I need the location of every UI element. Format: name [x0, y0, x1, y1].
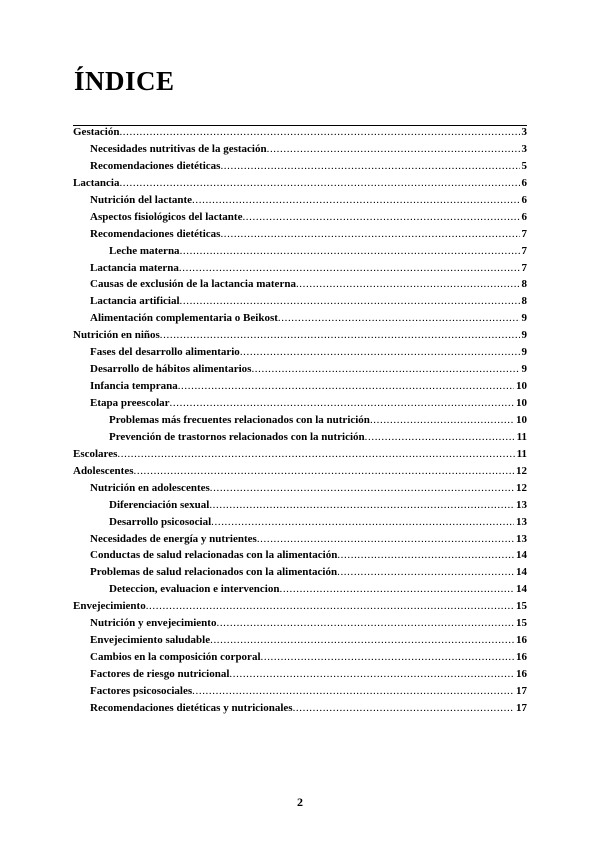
toc-entry-page: 16 [516, 651, 527, 664]
toc-entry-title: Recomendaciones dietéticas [90, 227, 221, 240]
toc-entry-page: 7 [521, 261, 527, 274]
toc-dot-leader [251, 363, 519, 375]
toc-dot-leader [192, 685, 514, 697]
toc-dot-leader [134, 465, 515, 477]
page-number: 2 [297, 795, 303, 809]
toc-dot-leader [119, 177, 519, 189]
toc-entry-page: 6 [521, 176, 527, 189]
toc-entry[interactable] [73, 668, 527, 685]
toc-entry-page: 5 [521, 159, 527, 172]
toc-entry-page: 8 [521, 295, 527, 308]
toc-entry-title: Nutrición y envejecimiento [90, 617, 217, 630]
toc-entry-page: 10 [516, 413, 527, 426]
toc-entry-page: 13 [516, 498, 527, 511]
toc-entry-title: Diferenciación sexual [109, 498, 210, 511]
toc-entry-page: 9 [521, 312, 527, 325]
toc-dot-leader [337, 549, 514, 561]
toc-entry[interactable] [73, 397, 527, 414]
toc-dot-leader [261, 651, 515, 663]
toc-entry[interactable] [73, 685, 527, 702]
toc-dot-leader [216, 617, 514, 629]
toc-entry[interactable] [73, 177, 527, 194]
toc-entry[interactable] [73, 380, 527, 397]
toc-dot-leader [293, 702, 514, 714]
table-of-contents [73, 121, 527, 719]
toc-entry-title: Recomendaciones dietéticas y nutricionales [90, 701, 293, 714]
toc-dot-leader [210, 482, 514, 494]
toc-entry-page: 9 [521, 329, 527, 342]
toc-entry[interactable] [73, 312, 527, 329]
toc-entry[interactable] [73, 245, 527, 262]
toc-entry-title: Lactancia [73, 176, 120, 189]
toc-entry-page: 3 [521, 142, 527, 155]
toc-entry-title: Conductas de salud relacionadas con la alimentación [90, 549, 338, 562]
toc-entry-title: Desarrollo de hábitos alimentarios [90, 363, 252, 376]
toc-entry[interactable] [73, 702, 527, 719]
toc-entry[interactable] [73, 549, 527, 566]
toc-entry[interactable] [73, 211, 527, 228]
toc-entry[interactable] [73, 431, 527, 448]
toc-entry[interactable] [73, 634, 527, 651]
toc-entry[interactable] [73, 262, 527, 279]
toc-dot-leader [117, 448, 514, 460]
toc-entry-page: 13 [516, 532, 527, 545]
toc-entry[interactable] [73, 414, 527, 431]
toc-dot-leader [180, 245, 520, 257]
toc-entry[interactable] [73, 295, 527, 312]
toc-entry-title: Aspectos fisiológicos del lactante [90, 210, 243, 223]
toc-entry-page: 3 [521, 126, 527, 138]
toc-dot-leader [257, 533, 514, 545]
toc-dot-leader [210, 634, 514, 646]
toc-entry-page: 14 [516, 566, 527, 579]
toc-entry-title: Envejecimiento [73, 600, 146, 613]
toc-entry-page: 15 [516, 617, 527, 630]
toc-dot-leader [278, 312, 520, 324]
toc-dot-leader [170, 397, 514, 409]
toc-entry-title: Gestación [73, 126, 120, 138]
toc-entry-page: 14 [516, 549, 527, 562]
toc-entry-page: 7 [521, 227, 527, 240]
toc-dot-leader [279, 583, 514, 595]
toc-entry[interactable] [73, 465, 527, 482]
toc-entry-title: Causas de exclusión de la lactancia materna [90, 278, 296, 291]
toc-entry-title: Lactancia artificial [90, 295, 180, 308]
toc-entry-page: 16 [516, 634, 527, 647]
toc-entry[interactable] [73, 346, 527, 363]
toc-entry-title: Desarrollo psicosocial [109, 515, 212, 528]
toc-dot-leader [178, 380, 514, 392]
toc-entry-page: 14 [516, 583, 527, 596]
toc-entry[interactable] [73, 617, 527, 634]
toc-entry-title: Alimentación complementaria o Beikost [90, 312, 278, 325]
toc-entry-title: Factores de riesgo nutricional [90, 668, 230, 680]
toc-entry-page: 15 [516, 600, 527, 613]
toc-entry[interactable] [73, 228, 527, 245]
toc-entry-page: 7 [521, 244, 527, 257]
toc-dot-leader [240, 346, 520, 358]
toc-entry-page: 12 [516, 481, 527, 494]
toc-dot-leader [179, 262, 520, 274]
toc-entry[interactable] [73, 278, 527, 295]
toc-entry-title: Etapa preescolar [90, 397, 170, 409]
toc-entry-title: Recomendaciones dietéticas [90, 159, 221, 172]
toc-entry-page: 17 [516, 684, 527, 697]
toc-entry[interactable] [73, 125, 527, 143]
toc-entry-page: 9 [521, 346, 527, 359]
toc-entry-title: Nutrición en adolescentes [90, 481, 210, 494]
toc-dot-leader [211, 516, 514, 528]
toc-entry-title: Cambios en la composición corporal [90, 651, 261, 664]
toc-entry-title: Problemas de salud relacionados con la alimentación [90, 566, 338, 579]
toc-dot-leader [180, 295, 520, 307]
toc-entry-title: Problemas más frecuentes relacionados con la nutrición [109, 413, 370, 426]
toc-entry-page: 8 [521, 278, 527, 291]
toc-entry-page: 9 [521, 363, 527, 376]
toc-dot-leader [267, 143, 520, 155]
toc-dot-leader [192, 194, 519, 206]
toc-entry-page: 13 [516, 515, 527, 528]
toc-dot-leader [337, 566, 514, 578]
toc-entry-page: 10 [516, 380, 527, 393]
toc-entry-page: 16 [516, 668, 527, 680]
toc-entry[interactable] [73, 448, 527, 465]
toc-entry-page: 17 [516, 701, 527, 714]
toc-entry-title: Prevención de trastornos relacionados con la nutrición [109, 430, 365, 443]
toc-entry[interactable] [73, 600, 527, 617]
toc-entry-title: Lactancia materna [90, 261, 179, 274]
toc-entry-title: Fases del desarrollo alimentario [90, 346, 240, 359]
toc-entry-title: Leche materna [109, 244, 180, 257]
toc-entry[interactable] [73, 583, 527, 600]
toc-entry-page: 11 [516, 430, 527, 443]
toc-entry-title: Deteccion, evaluacion e intervencion [109, 583, 280, 596]
toc-entry-title: Necesidades de energía y nutrientes [90, 532, 257, 545]
page-title: ÍNDICE [74, 66, 175, 96]
toc-dot-leader [146, 600, 514, 612]
toc-entry[interactable] [73, 363, 527, 380]
toc-entry-page: 10 [516, 397, 527, 409]
toc-dot-leader [242, 211, 519, 223]
toc-entry-page: 6 [521, 210, 527, 223]
toc-entry-title: Escolares [73, 447, 118, 460]
toc-entry[interactable] [73, 482, 527, 499]
toc-entry[interactable] [73, 499, 527, 516]
toc-dot-leader [370, 414, 514, 426]
toc-entry-title: Infancia temprana [90, 380, 178, 393]
toc-entry[interactable] [73, 533, 527, 550]
toc-entry[interactable] [73, 566, 527, 583]
toc-dot-leader [220, 160, 519, 172]
toc-entry-title: Nutrición en niños [73, 329, 160, 342]
toc-entry[interactable] [73, 160, 527, 177]
toc-entry[interactable] [73, 143, 527, 160]
toc-entry[interactable] [73, 516, 527, 533]
toc-dot-leader [220, 228, 519, 240]
toc-entry-page: 12 [516, 464, 527, 477]
toc-dot-leader [119, 126, 519, 138]
toc-entry[interactable] [73, 651, 527, 668]
toc-entry-title: Adolescentes [73, 464, 134, 477]
toc-entry[interactable] [73, 329, 527, 346]
toc-entry-title: Nutrición del lactante [90, 193, 193, 206]
toc-dot-leader [160, 329, 520, 341]
toc-dot-leader [209, 499, 514, 511]
toc-dot-leader [365, 431, 515, 443]
toc-entry-page: 6 [521, 193, 527, 206]
toc-dot-leader [296, 278, 520, 290]
toc-entry-title: Factores psicosociales [90, 684, 193, 697]
toc-entry-page: 11 [516, 447, 527, 460]
toc-entry-title: Envejecimiento saludable [90, 634, 211, 647]
toc-entry[interactable] [73, 194, 527, 211]
toc-dot-leader [229, 668, 514, 680]
toc-entry-title: Necesidades nutritivas de la gestación [90, 142, 267, 155]
